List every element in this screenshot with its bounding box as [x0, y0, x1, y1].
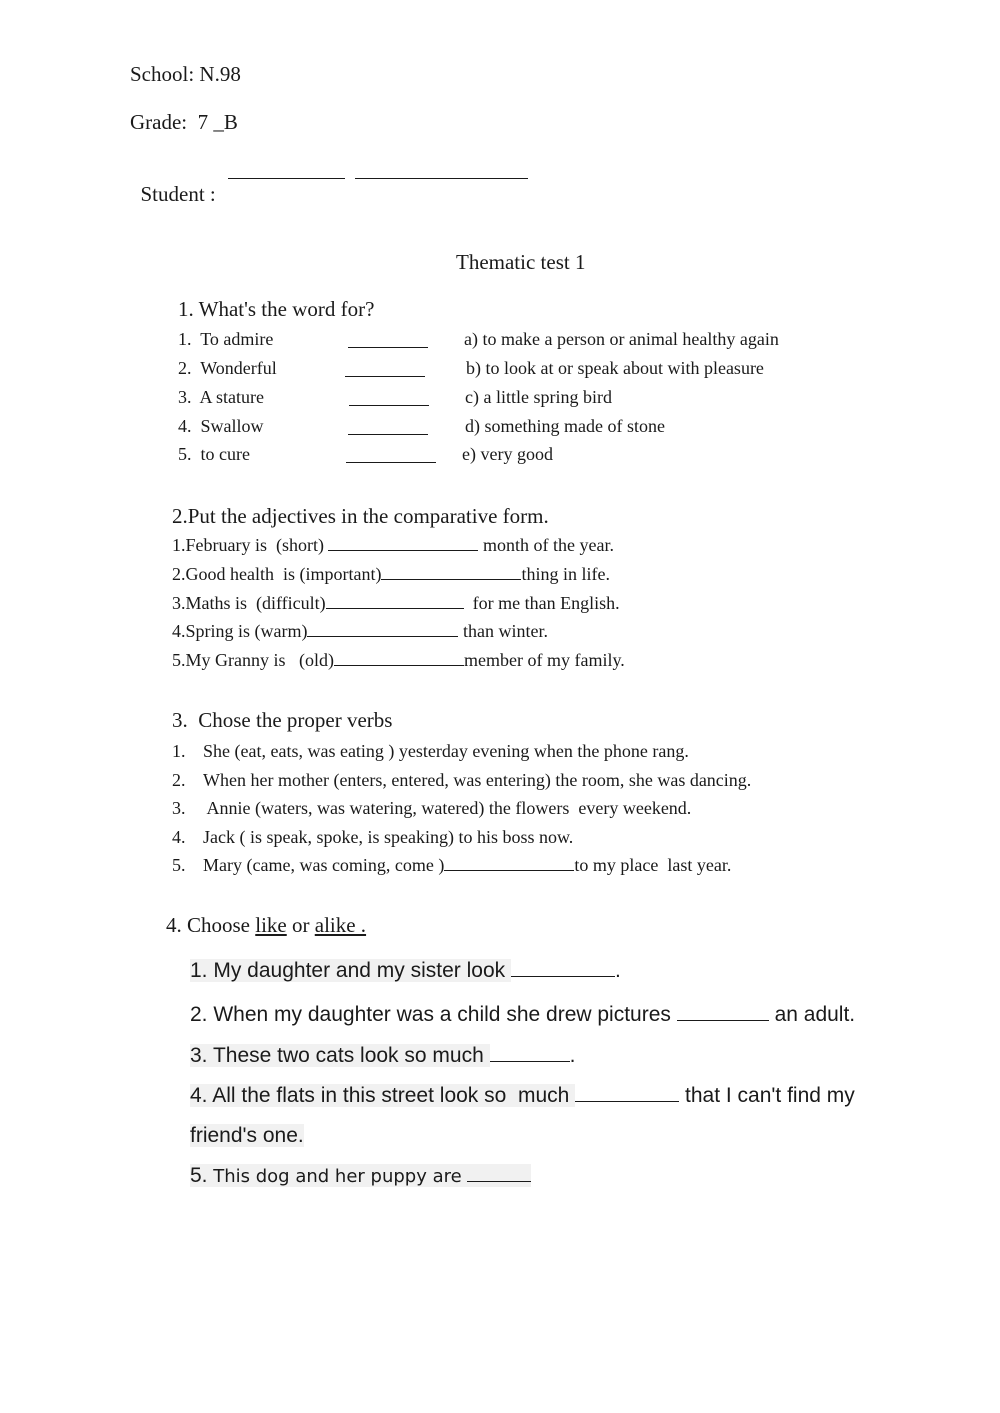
definition-b: b) to look at or speak about with pleasure: [466, 358, 764, 378]
student-first-name-blank[interactable]: [228, 178, 345, 179]
word-item-5: 5. to cure: [178, 444, 250, 464]
word-item-3: 3. A stature: [178, 387, 265, 407]
like-item-4: 4. All the flats in this street look so much that I can't find my: [190, 1084, 855, 1107]
student-last-name-blank[interactable]: [355, 178, 528, 179]
comparative-blank-5[interactable]: [334, 664, 464, 666]
comparative-item-1: 1.February is (short) month of the year.: [172, 535, 614, 555]
match-blank-5[interactable]: [346, 462, 436, 463]
like-item-1: 1. My daughter and my sister look .: [190, 959, 621, 982]
like-blank-5[interactable]: [467, 1180, 531, 1182]
definition-c: c) a little spring bird: [465, 387, 612, 407]
comparative-blank-4[interactable]: [307, 635, 458, 637]
like-item-2: 2. When my daughter was a child she drew pictures an adult.: [190, 1003, 856, 1026]
match-blank-4[interactable]: [348, 434, 428, 435]
student-line: [130, 157, 216, 207]
match-blank-3[interactable]: [349, 405, 429, 406]
verb-item-1: 1. She (eat, eats, was eating ) yesterday evening when the phone rang.: [172, 741, 689, 761]
match-blank-2[interactable]: [345, 376, 425, 377]
like-blank-4[interactable]: [575, 1100, 679, 1102]
word-item-2: 2. Wonderful: [178, 358, 277, 378]
like-item-4-continued: friend's one.: [190, 1124, 304, 1147]
like-item-5: 5. This dog and her puppy are: [190, 1164, 531, 1188]
like-item-3: 3. These two cats look so much .: [190, 1044, 576, 1067]
like-blank-2[interactable]: [677, 1019, 769, 1021]
page-title: Thematic test 1: [456, 250, 586, 274]
like-blank-1[interactable]: [511, 975, 615, 977]
definition-e: e) very good: [462, 444, 553, 464]
comparative-blank-1[interactable]: [328, 549, 478, 551]
comparative-item-4: 4.Spring is (warm) than winter.: [172, 621, 548, 641]
comparative-item-5: 5.My Granny is (old) member of my family.: [172, 650, 625, 670]
section4-heading: 4. Choose like or alike .: [166, 913, 367, 937]
verb-item-4: 4. Jack ( is speak, spoke, is speaking) to his boss now.: [172, 827, 574, 847]
school-line: School: N.98: [130, 62, 241, 86]
like-word: like: [255, 913, 287, 937]
comparative-item-3: 3.Maths is (difficult) for me than English.: [172, 593, 620, 613]
like-blank-3[interactable]: [490, 1060, 570, 1062]
section3-heading: 3. Chose the proper verbs: [172, 708, 393, 732]
section1-heading: 1. What's the word for?: [178, 297, 375, 321]
verb-blank-5[interactable]: [444, 869, 574, 871]
verb-item-2: 2. When her mother (enters, entered, was entering) the room, she was dancing.: [172, 770, 752, 790]
word-item-4: 4. Swallow: [178, 416, 264, 436]
student-label: Student :: [140, 182, 216, 206]
verb-item-5: 5. Mary (came, was coming, come ) to my place last year.: [172, 855, 732, 875]
comparative-blank-2[interactable]: [381, 578, 521, 580]
alike-word: alike .: [314, 913, 367, 937]
word-item-1: 1. To admire: [178, 329, 274, 349]
comparative-item-2: 2.Good health is (important) thing in life.: [172, 564, 610, 584]
verb-item-3: 3. Annie (waters, was watering, watered) the flowers every weekend.: [172, 798, 692, 818]
section2-heading: 2.Put the adjectives in the comparative form.: [172, 504, 549, 528]
definition-d: d) something made of stone: [465, 416, 665, 436]
grade-line: Grade: 7 _B: [130, 110, 238, 134]
comparative-blank-3[interactable]: [326, 607, 464, 609]
match-blank-1[interactable]: [348, 347, 428, 348]
definition-a: a) to make a person or animal healthy again: [464, 329, 779, 349]
